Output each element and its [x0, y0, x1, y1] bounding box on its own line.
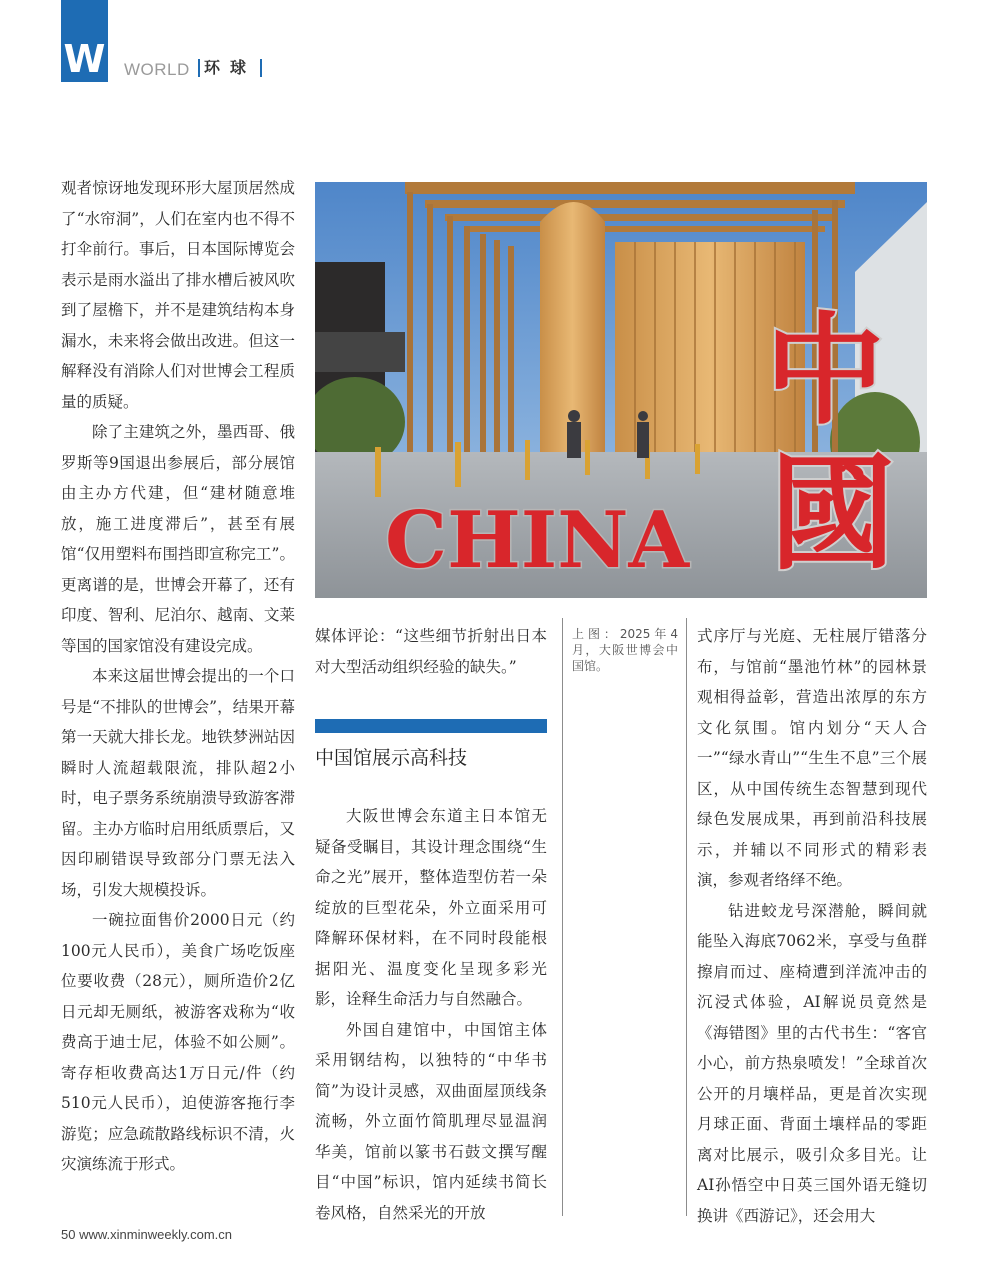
- paragraph: 媒体评论：“这些细节折射出日本对大型活动组织经验的缺失。”: [315, 627, 547, 676]
- paragraph: 本来这届世博会提出的一个口号是“不排队的世博会”，结果开幕第一天就大排长龙。地铁梦洲站因瞬时人流超载限流，排队超2小时，电子票务系统崩溃导致游客滞留。主办方临时启用纸质票后，又因印刷错误导致部分门票无法入场，引发大规模投诉。: [61, 667, 295, 899]
- china-sign-cn-top: 中: [765, 302, 885, 441]
- page-footer: [61, 1227, 232, 1242]
- photo-caption: 上图：2025年4月，大阪世博会中国馆。: [572, 627, 678, 673]
- section-name-en: WORLD: [124, 60, 190, 79]
- article-column-1: [61, 173, 295, 1180]
- china-pavilion-photo: [315, 182, 927, 598]
- china-sign-latin: CHINA: [385, 495, 690, 586]
- article-column-2: [315, 621, 547, 682]
- section-logo: [61, 0, 108, 82]
- paragraph: 外国自建馆中，中国馆主体采用钢结构，以独特的“中华书简”为设计灵感，双曲面屋顶线条流畅，外立面竹简肌理尽显温润华美，馆前以篆书石鼓文撰写醒目“中国”标识，馆内延续书简长卷风格，自然采光的开放: [315, 1020, 547, 1222]
- article-column-3: [697, 621, 927, 1231]
- page-number: 50: [61, 1227, 76, 1242]
- china-sign-cn-bottom: 國: [770, 442, 895, 587]
- paragraph: 除了主建筑之外，墨西哥、俄罗斯等9国退出参展后，部分展馆由主办方代建，但“建材随意堆放，施工进度滞后”，甚至有展馆“仅用塑料布围挡即宣称完工”。更离谱的是，世博会开幕了，还有印度、智利、尼泊尔、越南、文莱等国的国家馆没有建设完成。: [61, 423, 295, 655]
- subheading: 中国馆展示高科技: [315, 747, 468, 769]
- paragraph: 钻进蛟龙号深潜舱，瞬间就能坠入海底7062米，享受与鱼群擦肩而过、座椅遭到洋流冲击的沉浸式体验，AI解说员竟然是《海错图》里的古代书生：“客官小心，前方热泉喷发！”全球首次公开的月壤样品，更是首次实现月球正面、背面土壤样品的零距离对比展示，吸引众多目光。让AI孙悟空中日英三国外语无缝切换讲《西游记》，还会用大: [697, 901, 927, 1225]
- paragraph: 一碗拉面售价2000日元（约100元人民币），美食广场吃饭座位要收费（28元），厕所造价2亿日元却无厕纸，被游客戏称为“收费高于迪士尼，体验不如公厕”。寄存柜收费高达1万日元/件（约510元人民币），迫使游客拖行李游览；应急疏散路线标识不清，火灾演练流于形式。: [61, 911, 295, 1173]
- section-name-cn: 环球: [198, 59, 262, 77]
- paragraph: 式序厅与光庭、无柱展厅错落分布，与馆前“墨池竹林”的园林景观相得益彰，营造出浓厚的东方文化氛围。馆内划分“天人合一”“绿水青山”“生生不息”三个展区，从中国传统生态智慧到现代绿色发展成果，再到前沿科技展示，并辅以不同形式的精彩表演，参观者络绎不绝。: [697, 627, 927, 889]
- paragraph: 观者惊讶地发现环形大屋顶居然成了“水帘洞”，人们在室内也不得不打伞前行。事后，日本国际博览会表示是雨水溢出了排水槽后被风吹到了屋檐下，并不是建筑结构本身漏水，未来将会做出改进。但这一解释没有消除人们对世博会工程质量的质疑。: [61, 179, 295, 411]
- website-url: www.xinminweekly.com.cn: [79, 1227, 233, 1242]
- article-column-2-body: [315, 801, 547, 1228]
- paragraph: 大阪世博会东道主日本馆无疑备受瞩目，其设计理念围绕“生命之光”展开，整体造型仿若一朵绽放的巨型花朵，外立面采用可降解环保材料，在不同时段能根据阳光、温度变化呈现多彩光影，诠释生命活力与自然融合。: [315, 807, 547, 1008]
- column-divider: [562, 618, 563, 1216]
- column-divider: [686, 618, 687, 1216]
- section-logo-letter: W: [63, 37, 106, 81]
- subheading-bar: [315, 719, 547, 733]
